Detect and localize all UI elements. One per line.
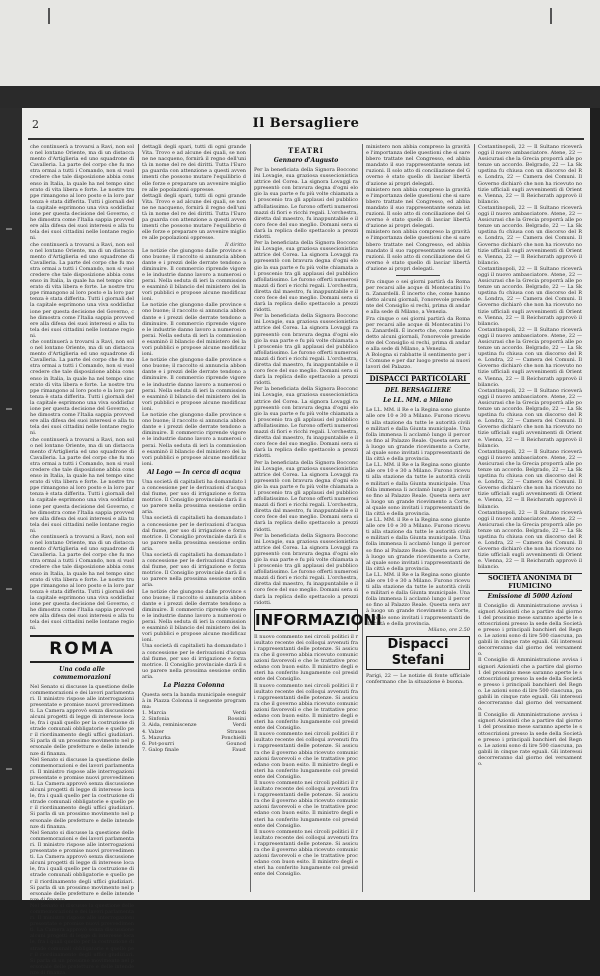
- article-text: Fra cinque o sei giorni partirà da Roma per recarsi alle acque di Montecatini l'on. Zanardelli. È incerto che, come hanno detto alcuni giornali, l'onorevole presidente del Consiglio si rechi, prima di andare alla sede di Milano, a Venezia.: [366, 278, 470, 316]
- column-rule: [362, 144, 363, 892]
- column-1: [30, 144, 134, 976]
- article-text: A Bologna si rabbatte il sentimento per il Comune e per dar luogo presto ai nuovi lavori del Palazzo.: [366, 352, 471, 371]
- program-composer: Strauss: [226, 728, 246, 735]
- article-text: Costantinopoli, 22 — Il Sultano riceverà oggi il nuovo ambasciatore. Atene, 22 — Assicurasi che la Grecia proporrà alle potenze un accordo. Belgrado, 22 — La Skupstina fu chiusa con un discorso del Re. Londra, 22 — Camera dei Comuni. Il Governo dichiarò che non ha ricevuto notizie ufficiali sugli avvenimenti di Oriente. Vienna, 22 — Il Reichsrath approvò il bilancio.: [478, 265, 582, 327]
- program-piece: 5. Mazurka: [142, 734, 171, 741]
- column-4: [366, 144, 470, 896]
- program-piece: 3. Aida, reminiscenze: [142, 722, 197, 729]
- article-text: Il nuovo commento nei circoli politici il risultato recente dei colloqui avvenuti fra i rappresentanti delle potenze. Si assicura che il governo abbia ricevuto comunicazioni favorevoli e che le trattative procedano con buon esito. Il ministro degli esteri ha conferito lungamente col presidente del Consiglio.: [254, 780, 358, 829]
- article-text: Le LL. MM. il Re e la Regina sono giunte alle ore 10 e 30 a Milano. Furono ricevuti alla stazione da tutte le autorità civili e militari e dalla Giunta municipale. Una folla immensa li acclamò lungo il percorso fino al Palazzo Reale. Questa sera avrà luogo un grande ricevimento a Corte, al quale sono invitati i rappresentanti della città e della provincia.: [366, 517, 470, 572]
- article-text: Le notizie che giungono dalle province sono buone; il raccolto si annuncia abbondante e i prezzi delle derrate tendono a diminuire. Il commercio riprende vigore e le industrie danno lavoro a numerosi operai. Nella seduta di ieri la commissione esaminò il bilancio del ministero dei lavori pubblici e propose alcune modificazioni.: [142, 588, 246, 644]
- section-heading-dispacci: DISPACCI PARTICOLARI: [366, 373, 470, 384]
- article-text: Il Consiglio di Amministrazione avvisa i signori Azionisti che a partire dal giorno 1 del prossimo mese saranno aperte le sottoscrizioni presso la sede della Società e presso i principali banchieri del Regno. Le azioni sono di lire 500 ciascuna, pagabili in cinque rate eguali. Gli interessi decorreranno dal giorno del versamento.: [478, 712, 582, 767]
- article-text: Per la beneficiata della Signora Bocconcini Lovagie, sua graziosa sussecionistica attrice del Corea. La signora Lovaggi rappresentò con bravura degna d'ogni elogio la sua parte e fu più volte chiamata al proscenio tra gli applausi del pubblico affollatissimo. Le furono offerti numerosi mazzi di fiori e ricchi regali. L'orchestra, diretta dal maestro, fu inappuntabile e il coro fece del suo meglio. Domani sera si darà la replica dello spettacolo a prezzi ridotti.: [254, 167, 358, 241]
- article-text: Una società di capitalisti ha domandato la concessione per le derivazioni d'acqua dal fiume, per uso di irrigazione e forza motrice. Il Consiglio provinciale darà il suo parere nella prossima sessione ordinaria.: [142, 552, 246, 589]
- article-text: Costantinopoli, 22 — Il Sultano riceverà oggi il nuovo ambasciatore. Atene, 22 — Assicurasi che la Grecia proporrà alle potenze un accordo. Belgrado, 22 — La Skupstina fu chiusa con un discorso del Re. Londra, 22 — Camera dei Comuni. Il Governo dichiarò che non ha ricevuto notizie ufficiali sugli avvenimenti di Oriente. Vienna, 22 — Il Reichsrath approvò il bilancio.: [478, 509, 582, 571]
- program-composer: Rossini: [227, 716, 246, 723]
- margin-tick: [6, 228, 12, 230]
- article-subheading: Gennaro d'Augusto: [273, 157, 339, 164]
- article-text: ministero non abbia compreso la gravità e l'importanza delle questioni che si sarebbero trattate nel Congresso, ed abbia mandato il suo rappresentante senza istruzioni. Il solo atto di conciliazione del Governo è stato quello di lasciar libertà d'azione ai propri delegati.: [366, 229, 470, 272]
- article-text: Il nuovo commento nei circoli politici il risultato recente dei colloqui avvenuti fra i rappresentanti delle potenze. Si assicura che il governo abbia ricevuto comunicazioni favorevoli e che le trattative procedano con buon esito. Il ministro degli esteri ha conferito lungamente col presidente del Consiglio.: [254, 682, 358, 732]
- column-rule: [138, 144, 139, 892]
- article-text: Costantinopoli, 22 — Il Sultano riceverà oggi il nuovo ambasciatore. Atene, 22 — Assicurasi che la Grecia proporrà alle potenze un accordo. Belgrado, 22 — La Skupstina fu chiusa con un discorso del Re. Londra, 22 — Camera dei Comuni. Il Governo dichiarò che non ha ricevuto notizie ufficiali sugli avvenimenti di Oriente. Vienna, 22 — Il Reichsrath approvò il bilancio.: [478, 204, 582, 266]
- article-text: Le notizie che giungono dalle province sono buone; il raccolto si annuncia abbondante e i prezzi delle derrate tendono a diminuire. Il commercio riprende vigore e le industrie danno lavoro a numerosi operai. Nella seduta di ieri la commissione esaminò il bilancio del ministero dei lavori pubblici e propose alcune modificazioni.: [142, 357, 246, 412]
- header-rule: [28, 138, 584, 140]
- program-piece: 4. Valzer: [142, 728, 165, 735]
- program-composer: Verdi: [232, 710, 246, 717]
- dispatch-signature: Milano, ore 2.50: [428, 626, 470, 633]
- section-heading-societa: SOCIETÀ ANONIMA DI FIUMICINO: [478, 573, 582, 591]
- page-number: 2: [32, 118, 39, 131]
- article-text: dettagli degli spari, tutti di ogni grande Vita. Trovo e ad alcune dei quali, se non ne ne nacqueno, fornirà il regno dell'unità in nome del re dei diritti. Tutta l'Europa guarda con attenzione a questi avvenimenti che possono mutare l'equilibrio delle forze e preparare un avvenire migliore alle popolazioni oppresse.: [142, 144, 246, 193]
- article-text: Le notizie che giungono dalle province sono buone; il raccolto si annuncia abbondante e i prezzi delle derrate tendono a diminuire. Il commercio riprende vigore e le industrie danno lavoro a numerosi operai. Nella seduta di ieri la commissione esaminò il bilancio del ministero dei lavori pubblici e propose alcune modificazioni.: [142, 302, 246, 358]
- article-text: che continuerà a trovarsi a Ravi, non solo nel lontano Oriente, ma di un distaccamento d'Artiglieria ed uno squadrone di Cavalleria. La parte del corpo che fu mostra ormai a tutti i Comando, non si vuol credere che tale disposizione abbia consenso in Italia, la quale ha nel tempo sincerato di vita libera e forte. Le nostre truppe rimangono al loro posto e la loro partenza è stata differita. Tutti i giornali della capitale esprimono una viva soddisfazione per questa decisione del Governo, che dimostra come l'Italia sappia provvedere alla difesa dei suoi interessi e alla tutela dei suoi cittadini nelle lontane regioni.: [30, 241, 134, 339]
- section-heading-stefani: Dispacci Stefani: [366, 636, 470, 670]
- program-piece: 1. Marcia: [142, 710, 167, 717]
- article-text: Le notizie che giungono dalle province sono buone; il raccolto si annuncia abbondante e i prezzi delle derrate tendono a diminuire. Il commercio riprende vigore e le industrie danno lavoro a numerosi operai. Nella seduta di ieri la commissione esaminò il bilancio del ministero dei lavori pubblici e propose alcune modificazioni.: [142, 412, 246, 467]
- article-text: Fra cinque o sei giorni partirà da Roma per recarsi alle acque di Montecatini l'on. Zanardelli. È incerto che, come hanno detto alcuni giornali, l'onorevole presidente del Consiglio si rechi, prima di andare alla sede di Milano, a Venezia.: [366, 315, 470, 352]
- article-text: che continuerà a trovarsi a Ravi, non solo nel lontano Oriente, ma di un distaccamento d'Artiglieria ed uno squadrone di Cavalleria. La parte del corpo che fu mostra ormai a tutti i Comando, non si vuol credere che tale disposizione abbia consenso in Italia, la quale ha nel tempo sincerato di vita libera e forte. Le nostre truppe rimangono al loro posto e la loro partenza è stata differita. Tutti i giornali della capitale esprimono una viva soddisfazione per questa decisione del Governo, che dimostra come l'Italia sappia provvedere alla difesa dei suoi interessi e alla tutela dei suoi cittadini nelle lontane regioni.: [30, 436, 134, 534]
- column-rule: [250, 144, 251, 892]
- article-text: dettagli degli spari, tutti di ogni grande Vita. Trovo e ad alcune dei quali, se non ne ne nacqueno, fornirà il regno dell'unità in nome del re dei diritti. Tutta l'Europa guarda con attenzione a questi avvenimenti che possono mutare l'equilibrio delle forze e preparare un avvenire migliore alle popolazioni oppresse.: [142, 192, 246, 242]
- article-text: Nel Senato si discusse la questione delle commemorazioni e dei lavori parlamentari. Il ministro rispose alle interrogazioni presentate e promise nuovi provvedimenti. La Camera approvò senza discussione alcuni progetti di legge di interesse locale, fra i quali quello per la costruzione di strade comunali obbligatorie e quello per il riordinamento degli uffici giudiziari. Si parla di un prossimo movimento nel personale delle prefetture e delle intendenze di finanza.: [30, 683, 134, 757]
- section-subheading: Emissione di 5000 Azioni: [487, 592, 573, 600]
- article-text: ministero non abbia compreso la gravità e l'importanza delle questioni che si sarebbero trattate nel Congresso, ed abbia mandato il suo rappresentante senza istruzioni. Il solo atto di conciliazione del Governo è stato quello di lasciar libertà d'azione ai propri delegati.: [366, 186, 470, 230]
- article-text: Il nuovo commento nei circoli politici il risultato recente dei colloqui avvenuti fra i rappresentanti delle potenze. Si assicura che il governo abbia ricevuto comunicazioni favorevoli e che le trattative procedano con buon esito. Il ministro degli esteri ha conferito lungamente col presidente del Consiglio.: [254, 731, 358, 780]
- article-text: che continuerà a trovarsi a Ravi, non solo nel lontano Oriente, ma di un distaccamento d'Artiglieria ed uno squadrone di Cavalleria. La parte del corpo che fu mostra ormai a tutti i Comando, non si vuol credere che tale disposizione abbia consenso in Italia, la quale ha nel tempo sincerato di vita libera e forte. Le nostre truppe rimangono al loro posto e la loro partenza è stata differita. Tutti i giornali della capitale esprimono una viva soddisfazione per questa decisione del Governo, che dimostra come l'Italia sappia provvedere alla difesa dei suoi interessi e alla tutela dei suoi cittadini nelle lontane regioni.: [30, 339, 134, 437]
- article-text: Nel Senato si discusse la questione delle commemorazioni e dei lavori parlamentari. Il ministro rispose alle interrogazioni presentate e promise nuovi provvedimenti. La Camera approvò senza discussione alcuni progetti di legge di interesse locale, fra i quali quello per la costruzione di strade comunali obbligatorie e quello per il riordinamento degli uffici giudiziari. Si parla di un prossimo movimento nel personale delle prefetture e delle intendenze di finanza.: [30, 829, 134, 903]
- article-text: Per la beneficiata della Signora Bocconcini Lovagie, sua graziosa sussecionistica attrice del Corea. La signora Lovaggi rappresentò con bravura degna d'ogni elogio la sua parte e fu più volte chiamata al proscenio tra gli applausi del pubblico affollatissimo. Le furono offerti numerosi mazzi di fiori e ricchi regali. L'orchestra, diretta dal maestro, fu inappuntabile e il coro fece del suo meglio. Domani sera si darà la replica dello spettacolo a prezzi ridotti.: [254, 313, 358, 387]
- section-heading-teatri: TEATRI: [288, 146, 324, 155]
- program-piece: 2. Sinfonia: [142, 716, 170, 723]
- program-composer: Gounod: [226, 740, 246, 747]
- article-text: Una società di capitalisti ha domandato la concessione per le derivazioni d'acqua dal fiume, per uso di irrigazione e forza motrice. Il Consiglio provinciale darà il suo parere nella prossima sessione ordinaria.: [142, 478, 246, 516]
- article-text: Il nuovo commento nei circoli politici il risultato recente dei colloqui avvenuti fra i rappresentanti delle potenze. Si assicura che il governo abbia ricevuto comunicazioni favorevoli e che le trattative procedano con buon esito. Il ministro degli esteri ha conferito lungamente col presidente del Consiglio.: [254, 828, 358, 878]
- margin-tick: [6, 408, 12, 410]
- section-heading-roma: ROMA: [30, 635, 134, 663]
- article-subheading: La Piazza Colonna: [163, 681, 225, 689]
- column-2: [142, 144, 246, 896]
- article-text: Per la beneficiata della Signora Bocconcini Lovagie, sua graziosa sussecionistica attrice del Corea. La signora Lovaggi rappresentò con bravura degna d'ogni elogio la sua parte e fu più volte chiamata al proscenio tra gli applausi del pubblico affollatissimo. Le furono offerti numerosi mazzi di fiori e ricchi regali. L'orchestra, diretta dal maestro, fu inappuntabile e il coro fece del suo meglio. Domani sera si darà la replica dello spettacolo a prezzi ridotti.: [254, 459, 358, 533]
- article-text: Parigi, 22 — Le notizie di fonte ufficiale confermano che la situazione è buona.: [366, 672, 470, 685]
- article-subheading: Al Lago — In cerca di acqua: [147, 468, 241, 476]
- column-5: [478, 144, 582, 896]
- article-text: Il nuovo commento nei circoli politici il risultato recente dei colloqui avvenuti fra i rappresentanti delle potenze. Si assicura che il governo abbia ricevuto comunicazioni favorevoli e che le trattative procedano con buon esito. Il ministro degli esteri ha conferito lungamente col presidente del Consiglio.: [254, 633, 358, 683]
- scan-left-margin: [0, 108, 22, 900]
- section-heading-informazioni: INFORMAZIONI: [255, 610, 382, 629]
- section-subheading: DEL BERSAGLIERE: [385, 387, 451, 395]
- article-text: Nel Senato si discusse la questione delle commemorazioni e dei lavori parlamentari. Il ministro rispose alle interrogazioni presentate e promise nuovi provvedimenti. La Camera approvò senza discussione alcuni progetti di legge di interesse locale, fra i quali quello per la costruzione di strade comunali obbligatorie e quello per il riordinamento degli uffici giudiziari. Si parla di un prossimo movimento nel personale delle prefetture e delle intendenze di finanza.: [30, 902, 134, 976]
- article-text: Costantinopoli, 22 — Il Sultano riceverà oggi il nuovo ambasciatore. Atene, 22 — Assicurasi che la Grecia proporrà alle potenze un accordo. Belgrado, 22 — La Skupstina fu chiusa con un discorso del Re. Londra, 22 — Camera dei Comuni. Il Governo dichiarò che non ha ricevuto notizie ufficiali sugli avvenimenti di Oriente. Vienna, 22 — Il Reichsrath approvò il bilancio.: [478, 326, 582, 388]
- program-piece: 7. Galop finale: [142, 746, 179, 753]
- article-text: Per la beneficiata della Signora Bocconcini Lovagie, sua graziosa sussecionistica attrice del Corea. La signora Lovaggi rappresentò con bravura degna d'ogni elogio la sua parte e fu più volte chiamata al proscenio tra gli applausi del pubblico affollatissimo. Le furono offerti numerosi mazzi di fiori e ricchi regali. L'orchestra, diretta dal maestro, fu inappuntabile e il coro fece del suo meglio. Domani sera si darà la replica dello spettacolo a prezzi ridotti.: [254, 386, 358, 460]
- article-text: Le notizie che giungono dalle province sono buone; il raccolto si annuncia abbondante e i prezzi delle derrate tendono a diminuire. Il commercio riprende vigore e le industrie danno lavoro a numerosi operai. Nella seduta di ieri la commissione esaminò il bilancio del ministero dei lavori pubblici e propose alcune modificazioni.: [142, 247, 246, 303]
- article-signature: Il diritto: [225, 241, 246, 248]
- running-header: [22, 116, 590, 134]
- program-row: [142, 747, 246, 753]
- article-text: Il Consiglio di Amministrazione avvisa i signori Azionisti che a partire dal giorno 1 del prossimo mese saranno aperte le sottoscrizioni presso la sede della Società e presso i principali banchieri del Regno. Le azioni sono di lire 500 ciascuna, pagabili in cinque rate eguali. Gli interessi decorreranno dal giorno del versamento.: [478, 657, 582, 713]
- article-text: Nel Senato si discusse la questione delle commemorazioni e dei lavori parlamentari. Il ministro rispose alle interrogazioni presentate e promise nuovi provvedimenti. La Camera approvò senza discussione alcuni progetti di legge di interesse locale, fra i quali quello per la costruzione di strade comunali obbligatorie e quello per il riordinamento degli uffici giudiziari. Si parla di un prossimo movimento nel personale delle prefetture e delle intendenze di finanza.: [30, 756, 134, 830]
- concert-program: [142, 710, 246, 753]
- dispatch-place: Le LL. MM. a Milano: [383, 397, 453, 405]
- article-subheading: Una coda alle commemorazioni: [53, 665, 111, 681]
- registration-mark: [550, 8, 552, 24]
- article-text: Le LL. MM. il Re e la Regina sono giunte alle ore 10 e 30 a Milano. Furono ricevuti alla stazione da tutte le autorità civili e militari e dalla Giunta municipale. Una folla immensa li acclamò lungo il percorso fino al Palazzo Reale. Questa sera avrà luogo un grande ricevimento a Corte, al quale sono invitati i rappresentanti della città e della provincia.: [366, 571, 470, 627]
- scan-top-margin: [0, 0, 600, 108]
- article-text: che continuerà a trovarsi a Ravi, non solo nel lontano Oriente, ma di un distaccamento d'Artiglieria ed uno squadrone di Cavalleria. La parte del corpo che fu mostra ormai a tutti i Comando, non si vuol credere che tale disposizione abbia consenso in Italia, la quale ha nel tempo sincerato di vita libera e forte. Le nostre truppe rimangono al loro posto e la loro partenza è stata differita. Tutti i giornali della capitale esprimono una viva soddisfazione per questa decisione del Governo, che dimostra come l'Italia sappia provvedere alla difesa dei suoi interessi e alla tutela dei suoi cittadini nelle lontane regioni.: [30, 144, 134, 242]
- article-text: che continuerà a trovarsi a Ravi, non solo nel lontano Oriente, ma di un distaccamento d'Artiglieria ed uno squadrone di Cavalleria. La parte del corpo che fu mostra ormai a tutti i Comando, non si vuol credere che tale disposizione abbia consenso in Italia, la quale ha nel tempo sincerato di vita libera e forte. Le nostre truppe rimangono al loro posto e la loro partenza è stata differita. Tutti i giornali della capitale esprimono una viva soddisfazione per questa decisione del Governo, che dimostra come l'Italia sappia provvedere alla difesa dei suoi interessi e alla tutela dei suoi cittadini nelle lontane regioni.: [30, 534, 134, 632]
- article-text: Per la beneficiata della Signora Bocconcini Lovagie, sua graziosa sussecionistica attrice del Corea. La signora Lovaggi rappresentò con bravura degna d'ogni elogio la sua parte e fu più volte chiamata al proscenio tra gli applausi del pubblico affollatissimo. Le furono offerti numerosi mazzi di fiori e ricchi regali. L'orchestra, diretta dal maestro, fu inappuntabile e il coro fece del suo meglio. Domani sera si darà la replica dello spettacolo a prezzi ridotti.: [254, 240, 358, 314]
- separator-rule: [396, 275, 440, 276]
- program-composer: Faust: [232, 746, 246, 753]
- column-rule: [474, 144, 475, 892]
- article-text: Costantinopoli, 22 — Il Sultano riceverà oggi il nuovo ambasciatore. Atene, 22 — Assicurasi che la Grecia proporrà alle potenze un accordo. Belgrado, 22 — La Skupstina fu chiusa con un discorso del Re. Londra, 22 — Camera dei Comuni. Il Governo dichiarò che non ha ricevuto notizie ufficiali sugli avvenimenti di Oriente. Vienna, 22 — Il Reichsrath approvò il bilancio.: [478, 448, 582, 510]
- article-text: Il Consiglio di Amministrazione avvisa i signori Azionisti che a partire dal giorno 1 del prossimo mese saranno aperte le sottoscrizioni presso la sede della Società e presso i principali banchieri del Regno. Le azioni sono di lire 500 ciascuna, pagabili in cinque rate eguali. Gli interessi decorreranno dal giorno del versamento.: [478, 602, 582, 658]
- article-text: Per la beneficiata della Signora Bocconcini Lovagie, sua graziosa sussecionistica attrice del Corea. La signora Lovaggi rappresentò con bravura degna d'ogni elogio la sua parte e fu più volte chiamata al proscenio tra gli applausi del pubblico affollatissimo. Le furono offerti numerosi mazzi di fiori e ricchi regali. L'orchestra, diretta dal maestro, fu inappuntabile e il coro fece del suo meglio. Domani sera si darà la replica dello spettacolo a prezzi ridotti.: [254, 532, 358, 606]
- newspaper-title: Il Bersagliere: [252, 116, 360, 131]
- article-text: Costantinopoli, 22 — Il Sultano riceverà oggi il nuovo ambasciatore. Atene, 22 — Assicurasi che la Grecia proporrà alle potenze un accordo. Belgrado, 22 — La Skupstina fu chiusa con un discorso del Re. Londra, 22 — Camera dei Comuni. Il Governo dichiarò che non ha ricevuto notizie ufficiali sugli avvenimenti di Oriente. Vienna, 22 — Il Reichsrath approvò il bilancio.: [478, 387, 582, 449]
- newspaper-page: [22, 108, 590, 976]
- program-composer: Ponchielli: [221, 734, 246, 741]
- article-text: Questa sera la banda municipale eseguirà in Piazza Colonna il seguente programma:: [142, 691, 246, 711]
- margin-tick: [6, 768, 12, 770]
- film-edge: [0, 86, 600, 108]
- margin-tick: [6, 588, 12, 590]
- registration-mark: [48, 8, 50, 24]
- article-text: Le LL. MM. il Re e la Regina sono giunte alle ore 10 e 30 a Milano. Furono ricevuti alla stazione da tutte le autorità civili e militari e dalla Giunta municipale. Una folla immensa li acclamò lungo il percorso fino al Palazzo Reale. Questa sera avrà luogo un grande ricevimento a Corte, al quale sono invitati i rappresentanti della città e della provincia.: [366, 462, 470, 517]
- article-text: Una società di capitalisti ha domandato la concessione per le derivazioni d'acqua dal fiume, per uso di irrigazione e forza motrice. Il Consiglio provinciale darà il suo parere nella prossima sessione ordinaria.: [142, 643, 246, 680]
- program-composer: Verdi: [232, 722, 246, 729]
- article-text: Costantinopoli, 22 — Il Sultano riceverà oggi il nuovo ambasciatore. Atene, 22 — Assicurasi che la Grecia proporrà alle potenze un accordo. Belgrado, 22 — La Skupstina fu chiusa con un discorso del Re. Londra, 22 — Camera dei Comuni. Il Governo dichiarò che non ha ricevuto notizie ufficiali sugli avvenimenti di Oriente. Vienna, 22 — Il Reichsrath approvò il bilancio.: [478, 144, 582, 205]
- article-text: Le LL. MM. il Re e la Regina sono giunte alle ore 10 e 30 a Milano. Furono ricevuti alla stazione da tutte le autorità civili e militari e dalla Giunta municipale. Una folla immensa li acclamò lungo il percorso fino al Palazzo Reale. Questa sera avrà luogo un grande ricevimento a Corte, al quale sono invitati i rappresentanti della città e della provincia.: [366, 407, 470, 463]
- column-3: [254, 144, 382, 896]
- program-piece: 6. Pot-pourri: [142, 740, 175, 747]
- article-text: ministero non abbia compreso la gravità e l'importanza delle questioni che si sarebbero trattate nel Congresso, ed abbia mandato il suo rappresentante senza istruzioni. Il solo atto di conciliazione del Governo è stato quello di lasciar libertà d'azione ai propri delegati.: [366, 144, 470, 187]
- article-text: Una società di capitalisti ha domandato la concessione per le derivazioni d'acqua dal fiume, per uso di irrigazione e forza motrice. Il Consiglio provinciale darà il suo parere nella prossima sessione ordinaria.: [142, 515, 246, 552]
